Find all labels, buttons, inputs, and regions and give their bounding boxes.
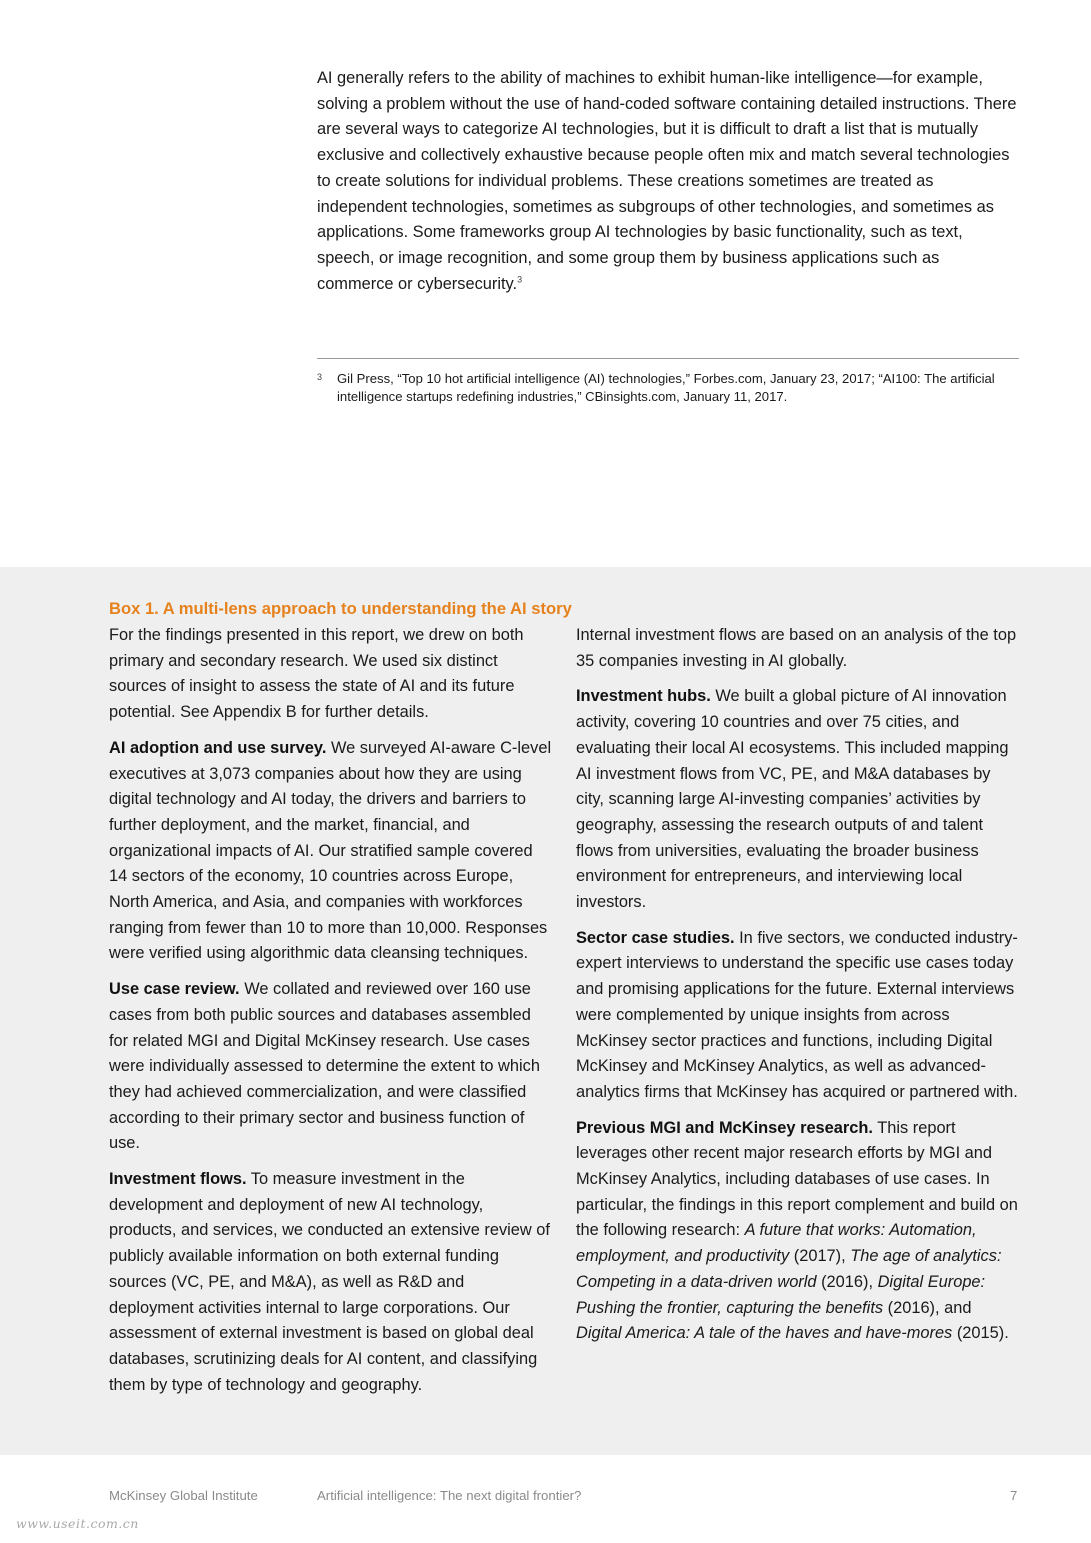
box-intro-paragraph: For the findings presented in this report, we drew on both primary and secondary research. We used six distinct sources of insight to assess the state of AI and its future potential. See Appendix B for further details. bbox=[109, 626, 524, 722]
intro-paragraph bbox=[317, 66, 1019, 297]
previous-research-text: (2017), bbox=[793, 1247, 846, 1266]
report-title-digital-america: Digital America: A tale of the haves and have-mores bbox=[576, 1324, 953, 1343]
watermark: www.useit.com.cn bbox=[16, 1516, 139, 1531]
report-title-digital-europe: Digital Europe: Pushing the frontier, capturing the benefits bbox=[576, 1272, 986, 1317]
footnote bbox=[317, 370, 1019, 406]
footnote-text: Gil Press, “Top 10 hot artificial intelligence (AI) technologies,” Forbes.com, January 23, 2017; “AI100: The artificial intelligence startups redefining industries,” CBinsights.com, January 11, 2017. bbox=[337, 371, 995, 404]
survey-paragraph bbox=[109, 736, 553, 967]
box-right-column bbox=[576, 623, 1020, 1357]
box-left-column bbox=[109, 623, 553, 1408]
intro-text: AI generally refers to the ability of machines to exhibit human-like intelligence—for example, solving a problem without the use of hand-coded software containing detailed instructions. There are several ways to categorize AI technologies, but it is difficult to draft a list that is mutually exclusive and collectively exhaustive because people often mix and match several technologies to create solutions for individual problems. These creations sometimes are treated as independent technologies, sometimes as subgroups of other technologies, and sometimes as applications. Some frameworks group AI technologies by basic functionality, such as text, speech, or image recognition, and some group them by business applications such as commerce or cybersecurity. bbox=[317, 69, 1017, 293]
investment-flows-text: To measure investment in the development and deployment of new AI technology, products, and services, we conducted an extensive review of publicly available information on both external funding sources (VC, PE, and M&A), as well as R&D and deployment activities internal to large corporations. Our assessment of external investment is based on global deal databases, scrutinizing deals for AI content, and classifying them by type of technology and geography. bbox=[109, 1170, 550, 1394]
previous-research-text: (2016), and bbox=[887, 1298, 972, 1317]
report-title-future-that-works: A future that works: Automation, employment, and productivity bbox=[576, 1221, 977, 1266]
footer-org: McKinsey Global Institute bbox=[109, 1488, 258, 1503]
box-1-panel bbox=[0, 567, 1091, 1455]
report-title-age-of-analytics: The age of analytics: Competing in a data-driven world bbox=[576, 1247, 1002, 1291]
footnote-reference[interactable]: 3 bbox=[517, 274, 523, 285]
footer-title: Artificial intelligence: The next digital frontier? bbox=[317, 1488, 582, 1503]
use-case-heading: Use case review. bbox=[109, 980, 240, 999]
investment-flows-paragraph bbox=[109, 1167, 553, 1398]
previous-research-text: (2016), bbox=[821, 1272, 874, 1291]
investment-hubs-heading: Investment hubs. bbox=[576, 687, 711, 706]
investment-flows-continued: Internal investment flows are based on an analysis of the top 35 companies investing in AI globally. bbox=[576, 626, 1017, 670]
investment-hubs-paragraph bbox=[576, 684, 1020, 915]
previous-research-text: (2015). bbox=[956, 1324, 1009, 1343]
footnote-number: 3 bbox=[317, 372, 323, 382]
footnote-divider bbox=[317, 358, 1019, 359]
use-case-text: We collated and reviewed over 160 use cases from both public sources and databases assembled for related MGI and Digital McKinsey research. Use cases were individually assessed to determine the extent to which they had achieved commercialization, and were classified according to their primary sector and business function of use. bbox=[109, 980, 540, 1153]
investment-hubs-text: We built a global picture of AI innovation activity, covering 10 countries and over 75 cities, and evaluating their local AI ecosystems. This included mapping AI investment flows from VC, PE, and M&A databases by city, scanning large AI-investing companies’ activities by geography, assessing the research outputs of and talent flows from universities, evaluating the broader business environment for entrepreneurs, and interviewing local investors. bbox=[576, 687, 1009, 912]
previous-research-text: This report leverages other recent major research efforts by MGI and McKinsey Analytics, including databases of use cases. In particular, the findings in this report complement and build on the following research: bbox=[576, 1118, 1018, 1240]
previous-research-paragraph bbox=[576, 1116, 1020, 1347]
investment-flows-heading: Investment flows. bbox=[109, 1170, 247, 1189]
box-title: Box 1. A multi-lens approach to understanding the AI story bbox=[109, 599, 572, 618]
previous-research-heading: Previous MGI and McKinsey research. bbox=[576, 1118, 873, 1137]
sector-case-studies-heading: Sector case studies. bbox=[576, 928, 735, 947]
page-number: 7 bbox=[1010, 1488, 1018, 1503]
sector-case-studies-text: In five sectors, we conducted industry-expert interviews to understand the specific use cases today and promising applications for the future. External interviews were complemented by unique insights from across McKinsey sector practices and functions, including Digital McKinsey and McKinsey Analytics, as well as advanced-analytics firms that McKinsey has acquired or partnered with. bbox=[576, 928, 1018, 1101]
survey-heading: AI adoption and use survey. bbox=[109, 738, 327, 757]
use-case-paragraph bbox=[109, 977, 553, 1157]
survey-text: We surveyed AI-aware C-level executives at 3,073 companies about how they are using digital technology and AI today, the drivers and barriers to further deployment, and the market, financial, and organizational impacts of AI. Our stratified sample covered 14 sectors of the economy, 10 countries across Europe, North America, and Asia, and companies with workforces ranging from fewer than 10 to more than 10,000. Responses were verified using algorithmic data cleansing techniques. bbox=[109, 738, 552, 963]
sector-case-studies-paragraph bbox=[576, 926, 1020, 1106]
